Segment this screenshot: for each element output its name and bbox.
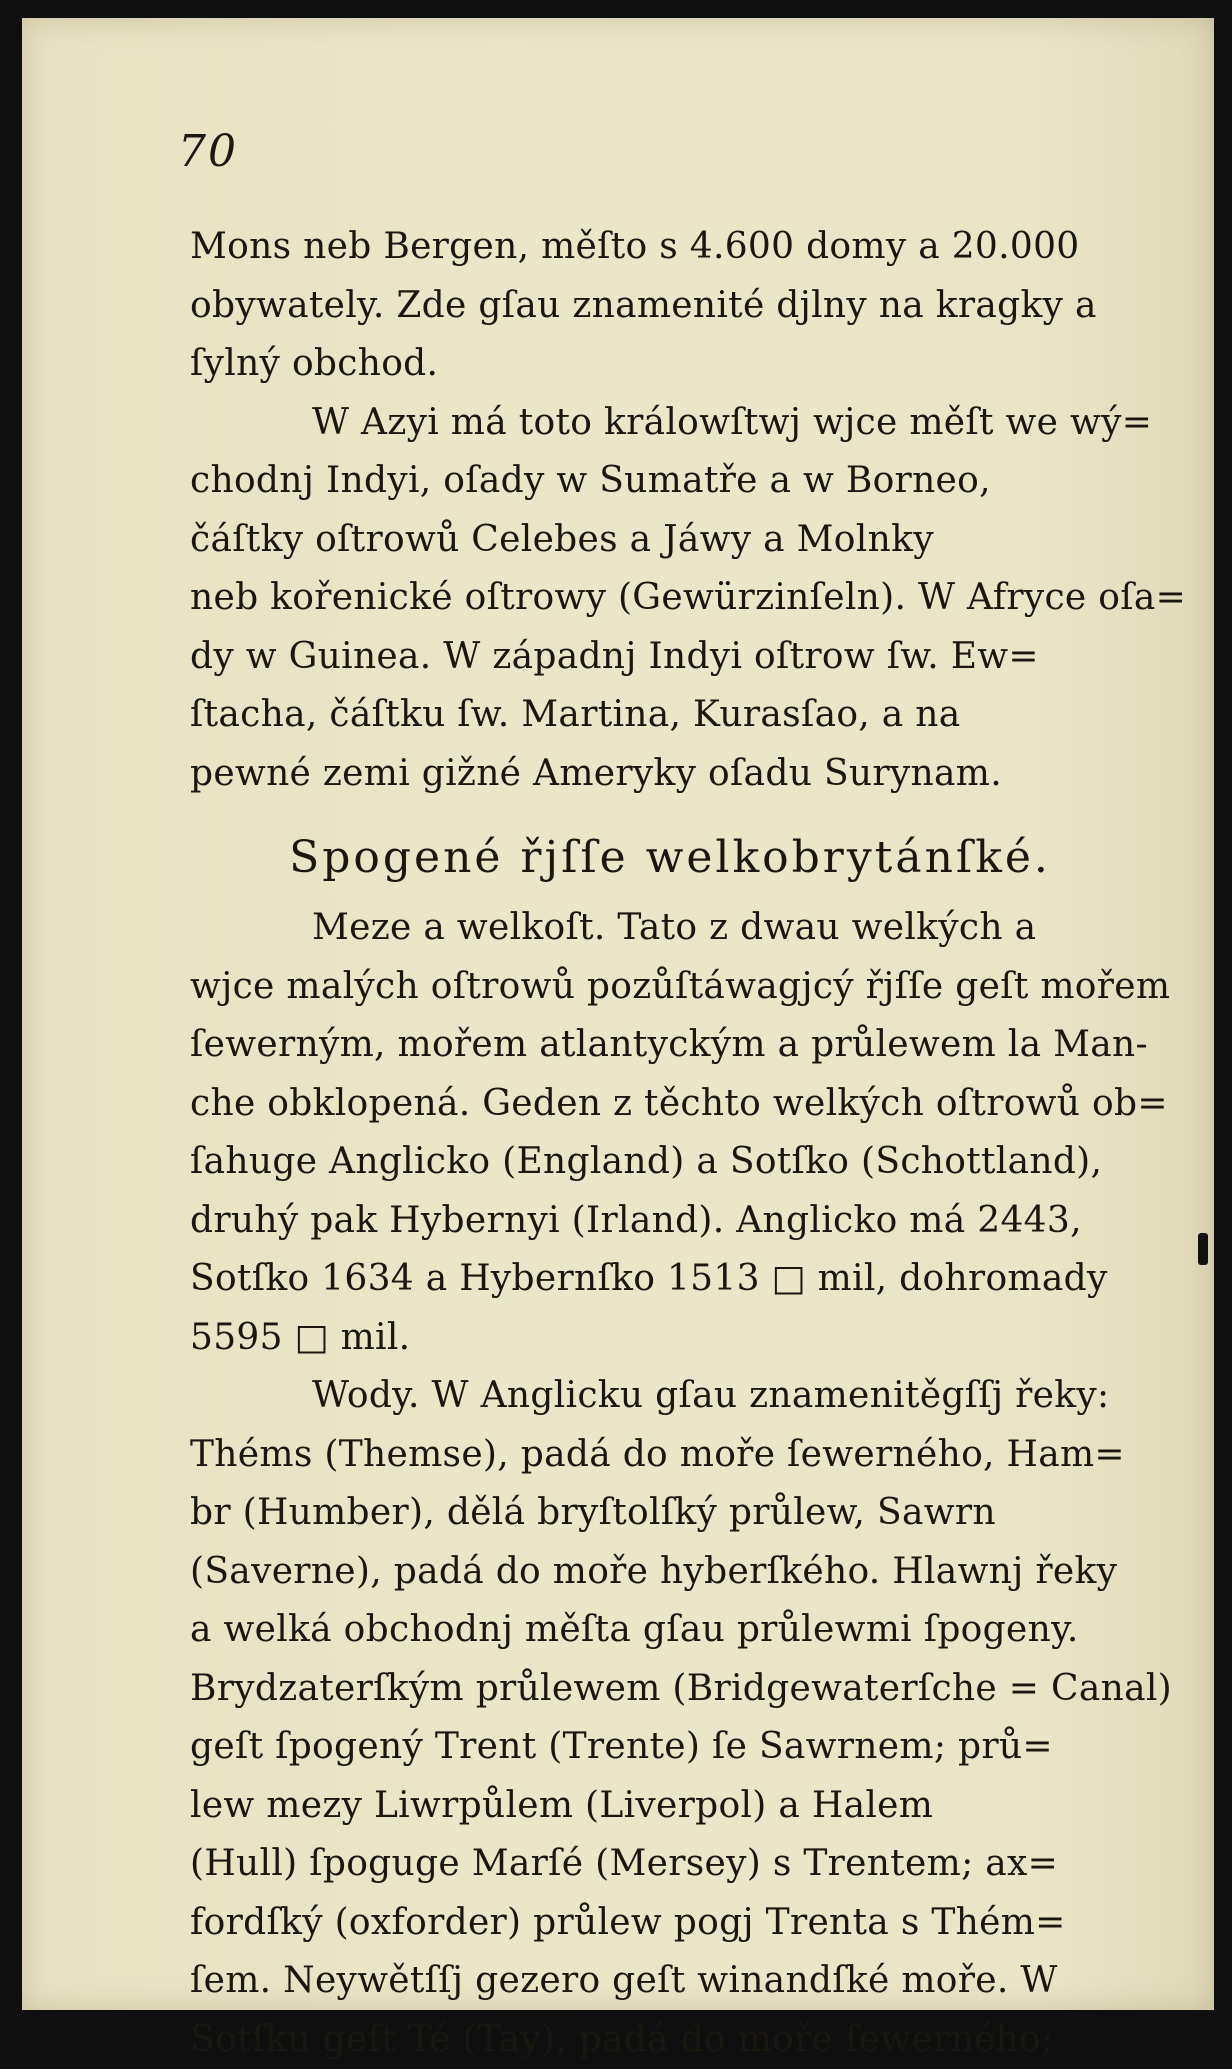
text-line: (Saverne), padá do moře hyberſkého. Hlawnj řeky — [190, 1543, 1150, 1602]
text-line: geſt ſpogený Trent (Trente) ſe Sawrnem; prů= — [190, 1718, 1150, 1777]
text-line: ſtacha, čáſtku ſw. Martina, Kurasſao, a na — [190, 686, 1150, 745]
page-number: 70 — [178, 126, 238, 177]
paragraph-intro — [190, 218, 1150, 394]
text-line: čáſtky oſtrowů Celebes a Jáwy a Molnky — [190, 511, 1150, 570]
page-edge-mark — [1198, 1233, 1208, 1265]
text-line: chodnj Indyi, oſady w Sumatře a w Borneo, — [190, 452, 1150, 511]
text-line: obywately. Zde gſau znamenité djlny na kragky a — [190, 277, 1150, 336]
text-line: fordſký (oxforder) průlew pogj Trenta s Thém= — [190, 1894, 1150, 1953]
text-line: wjce malých oſtrowů pozůſtáwagjcý řjſſe geſt mořem — [190, 958, 1150, 1017]
text-line: 5595 □ mil. — [190, 1309, 1150, 1368]
text-line: Théms (Themse), padá do moře ſewerného, Ham= — [190, 1426, 1150, 1485]
text-line: Wody. W Anglicku gſau znamenitěgſſj řeky: — [190, 1367, 1150, 1426]
text-line: ſahuge Anglicko (England) a Sotſko (Schottland), — [190, 1133, 1150, 1192]
paragraph-colonies — [190, 394, 1150, 804]
paper-sheet — [22, 18, 1214, 2010]
text-line: Sotſku geſt Té (Tay), padá do moře ſewerného; — [190, 2011, 1150, 2069]
section-heading: Spogené řjſſe welkobrytánſké. — [190, 829, 1150, 887]
text-line: ſylný obchod. — [190, 335, 1150, 394]
text-line: a welká obchodnj měſta gſau průlewmi ſpogeny. — [190, 1601, 1150, 1660]
text-line: ſem. Neywětſſj gezero geſt winandſké moře. W — [190, 1952, 1150, 2011]
text-line: Meze a welkoſt. Tato z dwau welkých a — [190, 899, 1150, 958]
paragraph-waters — [190, 1367, 1150, 2069]
text-line: Brydzaterſkým průlewem (Bridgewaterſche = Canal) — [190, 1660, 1150, 1719]
text-line: Sotſko 1634 a Hybernſko 1513 □ mil, dohromady — [190, 1250, 1150, 1309]
text-line: druhý pak Hybernyi (Irland). Anglicko má 2443, — [190, 1192, 1150, 1251]
paragraph-borders — [190, 899, 1150, 1367]
text-line: Mons neb Bergen, měſto s 4.600 domy a 20.000 — [190, 218, 1150, 277]
text-line: neb kořenické oſtrowy (Gewürzinſeln). W Afryce oſa= — [190, 569, 1150, 628]
text-line: lew mezy Liwrpůlem (Liverpol) a Halem — [190, 1777, 1150, 1836]
text-line: ſewerným, mořem atlantyckým a průlewem la Man- — [190, 1016, 1150, 1075]
text-line: br (Humber), dělá bryſtolſký průlew, Sawrn — [190, 1484, 1150, 1543]
text-line: che obklopená. Geden z těchto welkých oſtrowů ob= — [190, 1075, 1150, 1134]
body-text — [190, 218, 1150, 2069]
text-line: (Hull) ſpoguge Marſé (Mersey) s Trentem; ax= — [190, 1835, 1150, 1894]
text-line: W Azyi má toto králowſtwj wjce měſt we wý= — [190, 394, 1150, 453]
text-line: pewné zemi gižné Ameryky oſadu Surynam. — [190, 745, 1150, 804]
text-line: dy w Guinea. W západnj Indyi oſtrow ſw. Ew= — [190, 628, 1150, 687]
